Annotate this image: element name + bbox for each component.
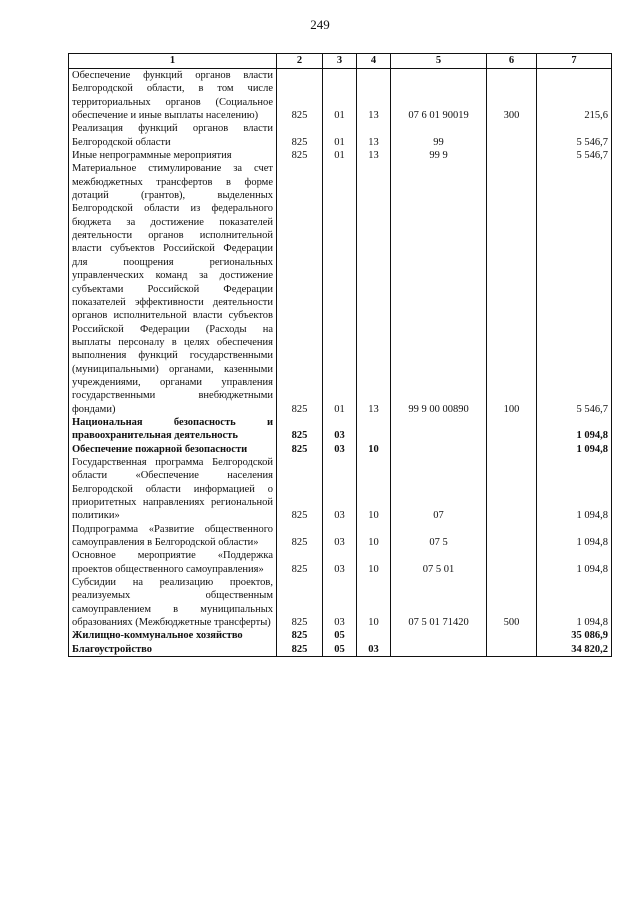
row-name: Государственная программа Белгородской области «Обеспечение населения Белгородской области информацией о приоритетных направлениях региональной политики» [69, 456, 277, 523]
row-gr-code: 825 [277, 643, 323, 657]
row-name: Национальная безопасность и правоохранительная деятельность [69, 416, 277, 443]
row-subsection-code: 13 [357, 69, 391, 123]
row-amount: 1 094,8 [537, 416, 612, 443]
row-gr-code: 825 [277, 629, 323, 642]
row-subsection-code: 13 [357, 122, 391, 149]
row-amount: 215,6 [537, 69, 612, 123]
row-gr-code: 825 [277, 69, 323, 123]
row-subsection-code: 10 [357, 549, 391, 576]
row-target-article [391, 643, 487, 657]
row-expense-type [487, 629, 537, 642]
row-section-code: 03 [323, 523, 357, 550]
row-expense-type: 300 [487, 69, 537, 123]
row-amount: 5 546,7 [537, 162, 612, 416]
row-gr-code: 825 [277, 576, 323, 629]
row-gr-code: 825 [277, 149, 323, 162]
row-name: Жилищно-коммунальное хозяйство [69, 629, 277, 642]
row-gr-code: 825 [277, 443, 323, 456]
row-name: Обеспечение функций органов власти Белгородской области, в том числе территориальных органов (Социальное обеспечение и иные выплаты населению) [69, 69, 277, 123]
row-target-article: 07 5 [391, 523, 487, 550]
row-gr-code: 825 [277, 549, 323, 576]
row-subsection-code: 13 [357, 162, 391, 416]
row-section-code: 03 [323, 456, 357, 523]
table-row [69, 456, 612, 523]
row-section-code: 01 [323, 149, 357, 162]
row-subsection-code: 10 [357, 576, 391, 629]
table-row [69, 576, 612, 629]
row-section-code: 05 [323, 629, 357, 642]
row-target-article: 07 5 01 [391, 549, 487, 576]
budget-table [68, 53, 612, 657]
row-expense-type [487, 549, 537, 576]
row-subsection-code: 10 [357, 443, 391, 456]
row-section-code: 03 [323, 443, 357, 456]
row-name: Основное мероприятие «Поддержка проектов общественного самоуправления» [69, 549, 277, 576]
row-gr-code: 825 [277, 416, 323, 443]
table-row [69, 643, 612, 657]
row-target-article: 99 9 00 00890 [391, 162, 487, 416]
row-subsection-code: 03 [357, 643, 391, 657]
row-section-code: 01 [323, 69, 357, 123]
table-row [69, 162, 612, 416]
table-row [69, 122, 612, 149]
row-subsection-code: 10 [357, 456, 391, 523]
row-amount: 1 094,8 [537, 576, 612, 629]
row-section-code: 03 [323, 549, 357, 576]
row-name: Реализация функций органов власти Белгородской области [69, 122, 277, 149]
row-subsection-code: 10 [357, 523, 391, 550]
row-expense-type [487, 149, 537, 162]
row-expense-type: 100 [487, 162, 537, 416]
table-row [69, 629, 612, 642]
row-expense-type [487, 122, 537, 149]
table-row [69, 149, 612, 162]
row-target-article [391, 443, 487, 456]
row-target-article: 99 [391, 122, 487, 149]
row-amount: 1 094,8 [537, 443, 612, 456]
header-col-6: 6 [487, 54, 537, 69]
row-expense-type [487, 643, 537, 657]
row-gr-code: 825 [277, 162, 323, 416]
row-subsection-code [357, 629, 391, 642]
row-section-code: 03 [323, 576, 357, 629]
table-row [69, 416, 612, 443]
row-name: Благоустройство [69, 643, 277, 657]
row-target-article: 07 5 01 71420 [391, 576, 487, 629]
table-row [69, 443, 612, 456]
row-section-code: 05 [323, 643, 357, 657]
row-amount: 5 546,7 [537, 149, 612, 162]
header-row [69, 54, 612, 69]
row-gr-code: 825 [277, 523, 323, 550]
row-expense-type [487, 456, 537, 523]
row-section-code: 03 [323, 416, 357, 443]
table-row [69, 69, 612, 123]
row-amount: 35 086,9 [537, 629, 612, 642]
row-gr-code: 825 [277, 122, 323, 149]
row-amount: 5 546,7 [537, 122, 612, 149]
header-col-5: 5 [391, 54, 487, 69]
row-name: Иные непрограммные мероприятия [69, 149, 277, 162]
row-target-article: 07 [391, 456, 487, 523]
row-expense-type [487, 443, 537, 456]
header-col-3: 3 [323, 54, 357, 69]
table-row [69, 549, 612, 576]
table-row [69, 523, 612, 550]
header-col-4: 4 [357, 54, 391, 69]
row-amount: 1 094,8 [537, 456, 612, 523]
row-subsection-code: 13 [357, 149, 391, 162]
row-target-article [391, 629, 487, 642]
header-col-2: 2 [277, 54, 323, 69]
row-expense-type: 500 [487, 576, 537, 629]
row-name: Обеспечение пожарной безопасности [69, 443, 277, 456]
table-body [69, 69, 612, 657]
header-col-7: 7 [537, 54, 612, 69]
header-col-1: 1 [69, 54, 277, 69]
row-name: Подпрограмма «Развитие общественного самоуправления в Белгородской области» [69, 523, 277, 550]
row-subsection-code [357, 416, 391, 443]
row-expense-type [487, 523, 537, 550]
row-amount: 1 094,8 [537, 523, 612, 550]
row-gr-code: 825 [277, 456, 323, 523]
row-name: Материальное стимулирование за счет межбюджетных трансфертов в форме дотаций (грантов), выделенных Белгородской области из федерального бюджета за достижение показателей деятельности органов исполнительной власти субъектов Российской Федерации для поощрения региональных управленческих команд за достижение субъектами Российской Федерации показателей эффективности деятельности органов исполнительной власти субъектов Российской Федерации (Расходы на выплаты персоналу в целях обеспечения выполнения функций государственными (муниципальными) органами, казенными учреждениями, органами управления государственными внебюджетными фондами) [69, 162, 277, 416]
row-expense-type [487, 416, 537, 443]
row-name: Субсидии на реализацию проектов, реализуемых общественным самоуправлением в муниципальных образованиях (Межбюджетные трансферты) [69, 576, 277, 629]
row-amount: 34 820,2 [537, 643, 612, 657]
row-target-article [391, 416, 487, 443]
row-section-code: 01 [323, 122, 357, 149]
row-amount: 1 094,8 [537, 549, 612, 576]
row-target-article: 99 9 [391, 149, 487, 162]
row-section-code: 01 [323, 162, 357, 416]
row-target-article: 07 6 01 90019 [391, 69, 487, 123]
page-number: 249 [310, 17, 330, 32]
